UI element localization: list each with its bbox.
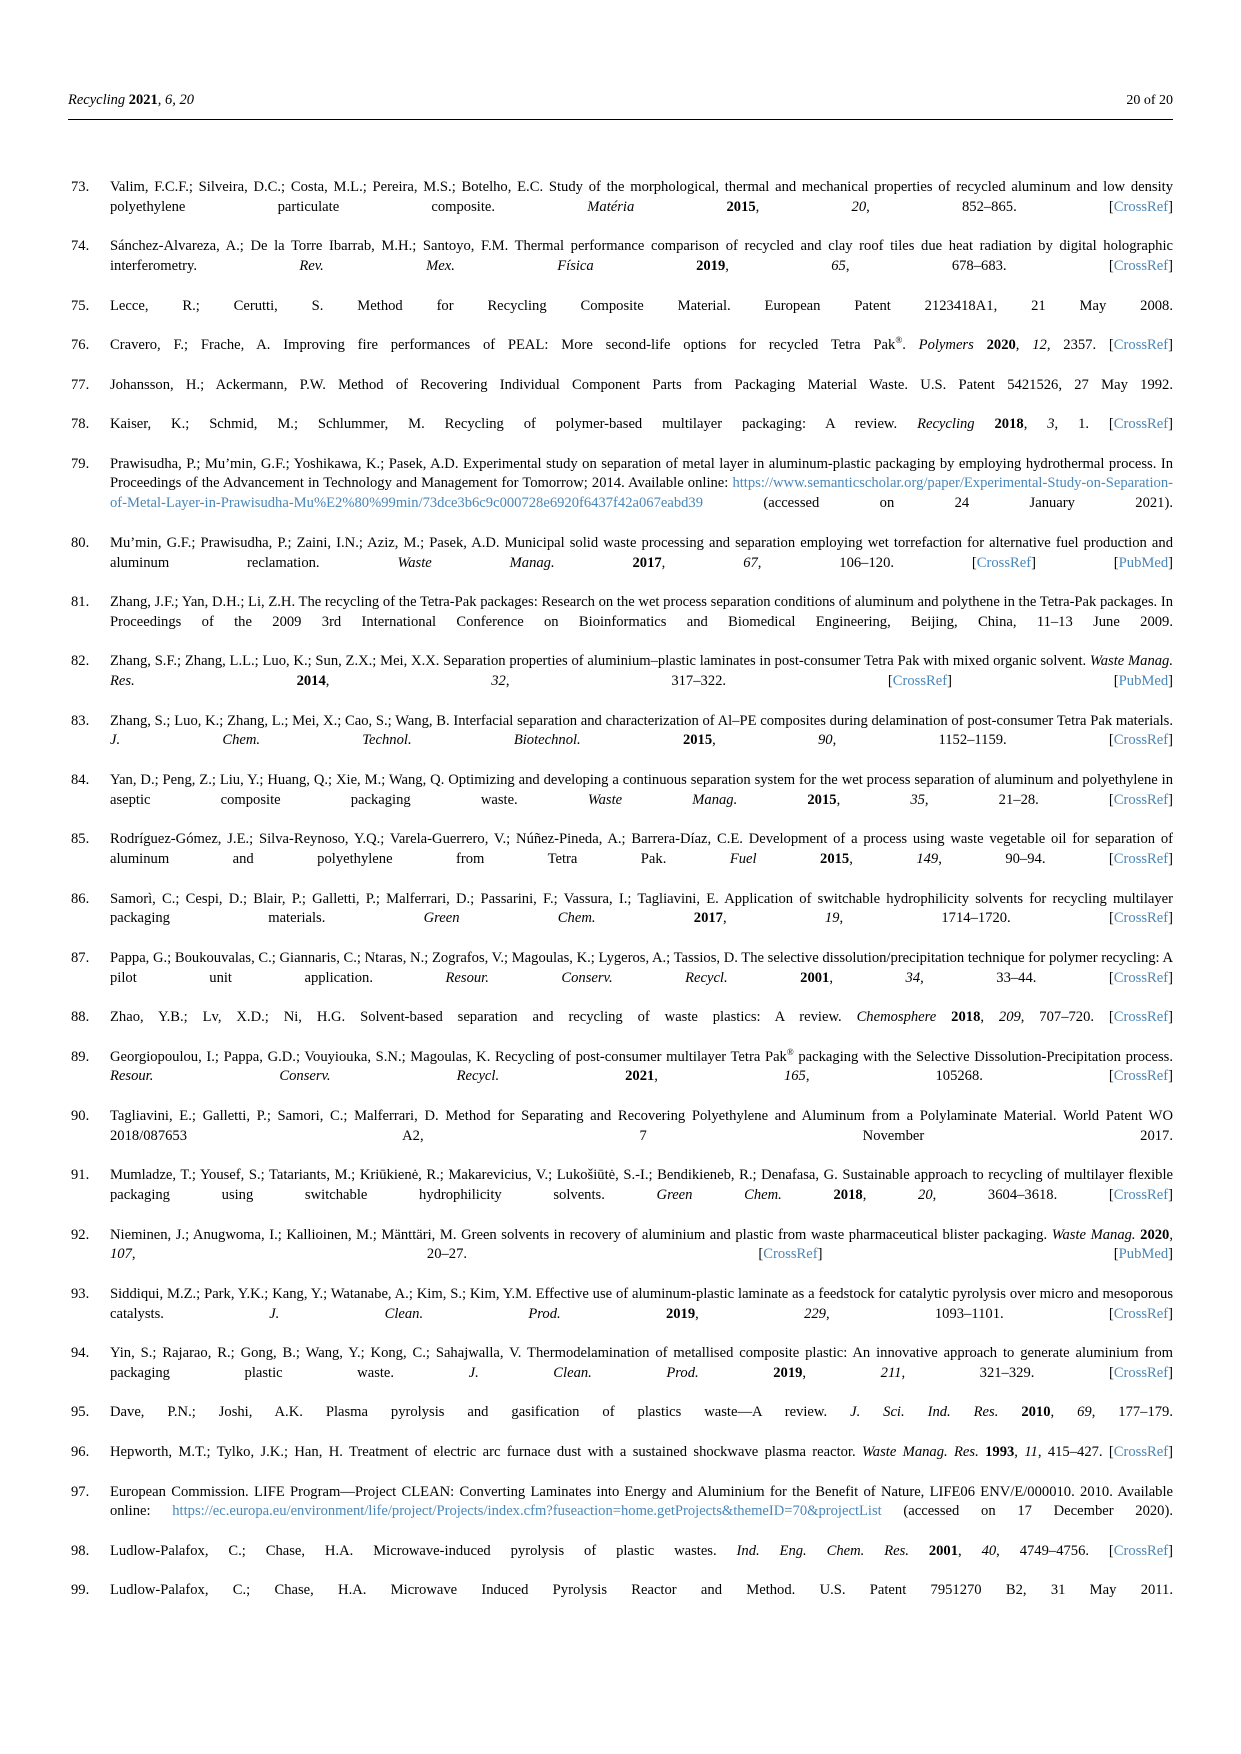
- reference-number: 99.: [71, 1582, 90, 1599]
- reference-item: [68, 534, 1173, 593]
- crossref-link[interactable]: CrossRef: [976, 554, 1032, 571]
- reference-item: [68, 376, 1173, 416]
- crossref-link[interactable]: CrossRef: [1113, 337, 1169, 354]
- reference-item: [68, 1581, 1173, 1621]
- crossref-link[interactable]: CrossRef: [892, 673, 948, 690]
- reference-number: 84.: [71, 771, 90, 788]
- crossref-link[interactable]: CrossRef: [1113, 198, 1169, 215]
- reference-item: [68, 890, 1173, 949]
- pubmed-link[interactable]: PubMed: [1118, 1246, 1169, 1263]
- reference-text: Pappa, G.; Boukouvalas, C.; Giannaris, C.; Ntaras, N.; Zografos, V.; Magoulas, K.; Lygeros, A.; Tassios, D. The selective dissolution/precipitation technique for polymer recycling: A pilot unit application. Resour. Conserv. Recycl. 2001, 34, 33–44. [CrossRef]: [110, 949, 1173, 986]
- page-indicator: 20 of 20: [1126, 93, 1173, 108]
- reference-text: Tagliavini, E.; Galletti, P.; Samori, C.; Malferrari, D. Method for Separating and Recovering Polyethylene and Aluminum from a Polylaminate Material. World Patent WO 2018/087653 A2, 7 November 2017.: [110, 1107, 1173, 1144]
- reference-item: [68, 593, 1173, 652]
- reference-item: [68, 1048, 1173, 1107]
- reference-number: 79.: [71, 455, 90, 472]
- reference-text: Samorì, C.; Cespi, D.; Blair, P.; Galletti, P.; Malferrari, D.; Passarini, F.; Vassura, I.; Tagliavini, E. Application of switchable hydrophilicity solvents for recycling multilayer packaging materials. Green Chem. 2017, 19, 1714–1720. [CrossRef]: [110, 890, 1174, 927]
- reference-item: [68, 1107, 1173, 1166]
- reference-item: [68, 415, 1173, 455]
- reference-number: 83.: [71, 712, 90, 729]
- journal-article-number: 20: [179, 92, 195, 108]
- reference-item: [68, 712, 1173, 771]
- reference-number: 89.: [71, 1048, 90, 1065]
- reference-text: Rodríguez-Gómez, J.E.; Silva-Reynoso, Y.Q.; Varela-Guerrero, V.; Núñez-Pineda, A.; Barrera-Díaz, C.E. Development of a process using waste vegetable oil for separation of aluminum and polyethylene from Tetra Pak. Fuel 2015, 149, 90–94. [CrossRef]: [110, 831, 1173, 868]
- reference-number: 77.: [71, 376, 90, 393]
- reference-number: 91.: [71, 1167, 90, 1184]
- reference-number: 81.: [71, 594, 90, 611]
- reference-number: 93.: [71, 1285, 90, 1302]
- reference-item: [68, 1285, 1173, 1344]
- crossref-link[interactable]: CrossRef: [1113, 791, 1169, 808]
- reference-item: [68, 237, 1173, 296]
- reference-text: Georgiopoulou, I.; Pappa, G.D.; Vouyiouka, S.N.; Magoulas, K. Recycling of post-consumer multilayer Tetra Pak® packaging with the Selective Dissolution-Precipitation process. Resour. Conserv. Recycl. 2021, 165, 105268. [CrossRef]: [110, 1046, 1173, 1085]
- reference-text: Mumladze, T.; Yousef, S.; Tatariants, M.; Kriūkienė, R.; Makarevicius, V.; Lukošiūtė, S.-I.; Bendikieneb, R.; Denafasa, G. Sustainable approach to recycling of multilayer flexible packaging using switchable hydrophilicity solvents. Green Chem. 2018, 20, 3604–3618. [CrossRef]: [110, 1167, 1173, 1204]
- crossref-link[interactable]: CrossRef: [763, 1246, 818, 1263]
- reference-number: 97.: [71, 1483, 90, 1500]
- reference-number: 96.: [71, 1444, 90, 1460]
- reference-text: European Commission. LIFE Program—Project CLEAN: Converting Laminates into Energy and Aluminium for the Benefit of Nature, LIFE06 ENV/E/000010. 2010. Available online: https://ec.europa.eu/environment/life/project/Projects/index.cfm?fuseaction=home.getProjects&themeID=70&projectList (accessed on 17 December 2020).: [110, 1483, 1173, 1520]
- reference-text: Zhang, J.F.; Yan, D.H.; Li, Z.H. The recycling of the Tetra-Pak packages: Research on the wet process separation conditions of aluminum and polythene in the Tetra-Pak packages. In Proceedings of the 2009 3rd International Conference on Bioinformatics and Biomedical Engineering, Beijing, China, 11–13 June 2009.: [110, 594, 1173, 630]
- crossref-link[interactable]: CrossRef: [1113, 851, 1169, 868]
- reference-text: Hepworth, M.T.; Tylko, J.K.; Han, H. Treatment of electric arc furnace dust with a sustained shockwave plasma reactor. Waste Manag. Res. 1993, 11, 415–427. [CrossRef]: [110, 1444, 1173, 1460]
- pubmed-link[interactable]: PubMed: [1118, 554, 1169, 571]
- reference-text: Valim, F.C.F.; Silveira, D.C.; Costa, M.L.; Pereira, M.S.; Botelho, E.C. Study of the morphological, thermal and mechanical properties of recycled aluminum and low density polyethylene particulate composite. Matéria 2015, 20, 852–865. [CrossRef]: [110, 179, 1173, 215]
- crossref-link[interactable]: CrossRef: [1113, 1305, 1169, 1322]
- reference-item: [68, 1443, 1173, 1483]
- reference-item: [68, 1542, 1173, 1582]
- reference-text: Sánchez-Alvareza, A.; De la Torre Ibarrab, M.H.; Santoyo, F.M. Thermal performance comparison of recycled and clay roof tiles due heat radiation by digital holographic interferometry. Rev. Mex. Física 2019, 65, 678–683. [CrossRef]: [110, 238, 1173, 275]
- external-url-link[interactable]: https://www.semanticscholar.org/paper/Experimental-Study-on-Separation-of-Metal-Layer-in-Prawisudha-Mu%E2%80%99min/73dce3b6c9c000728e6920f6437f42a067eabd39: [110, 475, 1173, 512]
- crossref-link[interactable]: CrossRef: [1113, 1444, 1169, 1460]
- header-divider: [68, 119, 1173, 120]
- reference-item: [68, 455, 1173, 534]
- reference-number: 78.: [71, 416, 90, 433]
- reference-number: 87.: [71, 949, 90, 966]
- crossref-link[interactable]: CrossRef: [1113, 1542, 1169, 1559]
- reference-text: Yin, S.; Rajarao, R.; Gong, B.; Wang, Y.; Kong, C.; Sahajwalla, V. Thermodelamination of metallised composite plastic: An innovative approach to generate aluminium from packaging plastic waste. J. Clean. Prod. 2019, 211, 321–329. [CrossRef]: [110, 1345, 1174, 1381]
- crossref-link[interactable]: CrossRef: [1113, 1364, 1169, 1381]
- reference-item: [68, 1226, 1173, 1285]
- reference-item: [68, 297, 1173, 337]
- crossref-link[interactable]: CrossRef: [1113, 910, 1169, 927]
- reference-number: 92.: [71, 1226, 90, 1243]
- reference-text: Lecce, R.; Cerutti, S. Method for Recycling Composite Material. European Patent 2123418A1, 21 May 2008.: [110, 297, 1173, 314]
- reference-number: 74.: [71, 238, 90, 255]
- reference-item: [68, 830, 1173, 889]
- running-head: [68, 92, 1173, 109]
- reference-item: [68, 652, 1173, 711]
- reference-item: [68, 336, 1173, 376]
- reference-number: 94.: [71, 1345, 90, 1362]
- reference-text: Kaiser, K.; Schmid, M.; Schlummer, M. Recycling of polymer-based multilayer packaging: A review. Recycling 2018, 3, 1. [CrossRef]: [110, 416, 1173, 433]
- reference-text: Mu’min, G.F.; Prawisudha, P.; Zaini, I.N.; Aziz, M.; Pasek, A.D. Municipal solid waste processing and separation employing wet torrefaction for alternative fuel production and aluminum reclamation. Waste Manag. 2017, 67, 106–120. [CrossRef] [PubMed]: [110, 534, 1174, 571]
- reference-item: [68, 1344, 1173, 1403]
- reference-number: 95.: [71, 1404, 90, 1421]
- reference-item: [68, 178, 1173, 237]
- crossref-link[interactable]: CrossRef: [1113, 732, 1169, 749]
- reference-number: 80.: [71, 534, 90, 551]
- crossref-link[interactable]: CrossRef: [1113, 1009, 1169, 1026]
- reference-item: [68, 1483, 1173, 1542]
- crossref-link[interactable]: CrossRef: [1113, 1068, 1169, 1085]
- journal-name: Recycling: [68, 92, 126, 108]
- reference-text: Ludlow-Palafox, C.; Chase, H.A. Microwave Induced Pyrolysis Reactor and Method. U.S. Patent 7951270 B2, 31 May 2011.: [110, 1582, 1173, 1599]
- reference-text: Nieminen, J.; Anugwoma, I.; Kallioinen, M.; Mänttäri, M. Green solvents in recovery of aluminium and plastic from waste pharmaceutical blister packaging. Waste Manag. 2020, 107, 20–27. [CrossRef] [PubMed]: [110, 1226, 1173, 1263]
- reference-text: Yan, D.; Peng, Z.; Liu, Y.; Huang, Q.; Xie, M.; Wang, Q. Optimizing and developing a continuous separation system for the wet process separation of aluminum and polyethylene in aseptic composite packaging waste. Waste Manag. 2015, 35, 21–28. [CrossRef]: [110, 771, 1173, 808]
- reference-list: [68, 178, 1173, 1621]
- journal-volume: 6: [165, 92, 173, 108]
- reference-text: Zhang, S.F.; Zhang, L.L.; Luo, K.; Sun, Z.X.; Mei, X.X. Separation properties of aluminium–plastic laminates in post-consumer Tetra Pak with mixed organic solvent. Waste Manag. Res. 2014, 32, 317–322. [CrossRef] [PubMed]: [110, 653, 1174, 690]
- reference-number: 86.: [71, 890, 90, 907]
- reference-number: 75.: [71, 297, 90, 314]
- reference-text: Johansson, H.; Ackermann, P.W. Method of Recovering Individual Component Parts from Packaging Material Waste. U.S. Patent 5421526, 27 May 1992.: [110, 376, 1173, 393]
- reference-text: Prawisudha, P.; Mu’min, G.F.; Yoshikawa, K.; Pasek, A.D. Experimental study on separation of metal layer in aluminum-plastic packaging by employing hydrothermal process. In Proceedings of the Advancement in Technology and Management for Tomorrow; 2014. Available online: https://www.semanticscholar.org/paper/Experimental-Study-on-Separation-of-Metal-Layer-in-Prawisudha-Mu%E2%80%99min/73dce3b6c9c000728e6920f6437f42a067eabd39 (accessed on 24 January 2021).: [110, 455, 1173, 512]
- journal-year: 2021: [128, 92, 158, 108]
- pubmed-link[interactable]: PubMed: [1118, 673, 1169, 690]
- reference-text: Siddiqui, M.Z.; Park, Y.K.; Kang, Y.; Watanabe, A.; Kim, S.; Kim, Y.M. Effective use of aluminum-plastic laminate as a feedstock for catalytic pyrolysis over micro and mesoporous catalysts. J. Clean. Prod. 2019, 229, 1093–1101. [CrossRef]: [110, 1285, 1173, 1322]
- reference-number: 88.: [71, 1009, 90, 1026]
- reference-text: Ludlow-Palafox, C.; Chase, H.A. Microwave-induced pyrolysis of plastic wastes. Ind. Eng. Chem. Res. 2001, 40, 4749–4756. [CrossRef]: [110, 1542, 1173, 1559]
- reference-text: Cravero, F.; Frache, A. Improving fire performances of PEAL: More second-life options for recycled Tetra Pak®. Polymers 2020, 12, 2357. [CrossRef]: [110, 335, 1173, 354]
- reference-item: [68, 1008, 1173, 1048]
- reference-number: 82.: [71, 653, 90, 670]
- reference-number: 73.: [71, 179, 90, 195]
- crossref-link[interactable]: CrossRef: [1113, 416, 1169, 433]
- crossref-link[interactable]: CrossRef: [1113, 969, 1169, 986]
- reference-number: 76.: [71, 337, 90, 354]
- reference-item: [68, 1403, 1173, 1443]
- reference-text: Dave, P.N.; Joshi, A.K. Plasma pyrolysis and gasification of plastics waste—A review. J. Sci. Ind. Res. 2010, 69, 177–179.: [110, 1404, 1174, 1421]
- reference-text: Zhang, S.; Luo, K.; Zhang, L.; Mei, X.; Cao, S.; Wang, B. Interfacial separation and characterization of Al–PE composites during delamination of post-consumer Tetra Pak materials. J. Chem. Technol. Biotechnol. 2015, 90, 1152–1159. [CrossRef]: [110, 712, 1173, 749]
- reference-text: Zhao, Y.B.; Lv, X.D.; Ni, H.G. Solvent-based separation and recycling of waste plastics: A review. Chemosphere 2018, 209, 707–720. [CrossRef]: [110, 1009, 1173, 1026]
- reference-number: 85.: [71, 831, 90, 848]
- crossref-link[interactable]: CrossRef: [1113, 1187, 1169, 1204]
- reference-number: 98.: [71, 1542, 90, 1559]
- reference-number: 90.: [71, 1107, 90, 1124]
- journal-citation: Recycling 2021, 6, 20: [68, 92, 195, 108]
- reference-item: [68, 949, 1173, 1008]
- external-url-link[interactable]: https://ec.europa.eu/environment/life/project/Projects/index.cfm?fuseaction=home.getProjects&themeID=70&projectList: [172, 1503, 882, 1520]
- crossref-link[interactable]: CrossRef: [1113, 258, 1169, 275]
- reference-item: [68, 771, 1173, 830]
- reference-item: [68, 1166, 1173, 1225]
